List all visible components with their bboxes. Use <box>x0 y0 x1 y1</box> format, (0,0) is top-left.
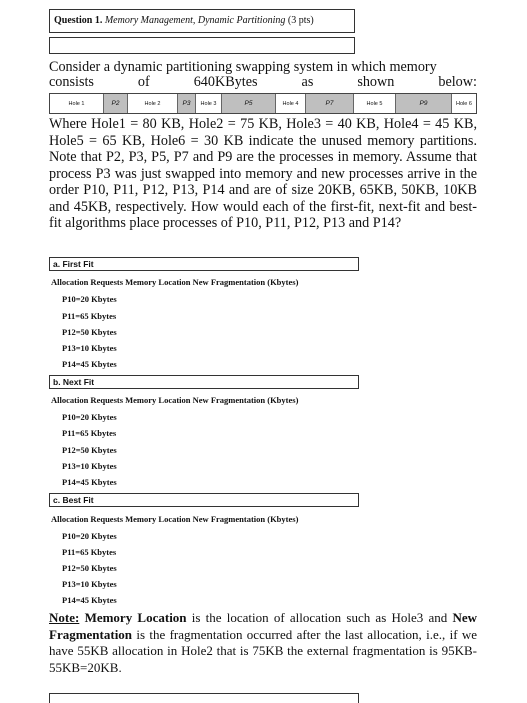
memory-segment-hole-2: Hole 2 <box>128 94 178 113</box>
note-text-1: is the location of allocation such as Hole3 and <box>186 610 453 625</box>
request-p13: P13=10 Kbytes <box>62 461 117 471</box>
request-p14: P14=45 Kbytes <box>62 477 117 487</box>
table-header-first-fit: Allocation Requests Memory Location New Fragmentation (Kbytes) <box>51 277 299 287</box>
memory-segment-p7: P7 <box>306 94 354 113</box>
intro-word: below: <box>438 74 477 90</box>
request-p13: P13=10 Kbytes <box>62 579 117 589</box>
request-p14: P14=45 Kbytes <box>62 595 117 605</box>
table-header-next-fit: Allocation Requests Memory Location New Fragmentation (Kbytes) <box>51 395 299 405</box>
question-label: Question 1. <box>54 15 103 26</box>
request-p12: P12=50 Kbytes <box>62 445 117 455</box>
intro-word: as <box>301 74 314 90</box>
request-p10: P10=20 Kbytes <box>62 412 117 422</box>
problem-description: Where Hole1 = 80 KB, Hole2 = 75 KB, Hole3 = 40 KB, Hole4 = 45 KB, Hole5 = 65 KB, Hole6 = 30 KB indicate the unused memory partitions. Note that P2, P3, P5, P7 and P9 are the processes in memory. Assume that process P3 was just swapped into memory and new processes arrive in the order P10, P11, P12, P13, P14 and are of size 20KB, 65KB, 50KB, 10KB and 45KB, respectively. How would each of the first-fit, next-fit and best-fit algorithms place processes of P10, P11, P12, P13 and P14? <box>49 116 477 231</box>
intro-word: consists <box>49 74 94 90</box>
table-header-best-fit: Allocation Requests Memory Location New Fragmentation (Kbytes) <box>51 514 299 524</box>
section-next-fit[interactable]: b. Next Fit <box>49 375 359 389</box>
memory-segment-p9: P9 <box>396 94 452 113</box>
request-p13: P13=10 Kbytes <box>62 343 117 353</box>
intro-text <box>49 60 477 90</box>
intro-line-2 <box>49 75 477 90</box>
memory-segment-hole-1: Hole 1 <box>50 94 104 113</box>
request-p10: P10=20 Kbytes <box>62 531 117 541</box>
note-term-new-fragmentation: New Fragmentation <box>49 610 478 642</box>
intro-word: of <box>137 74 150 90</box>
request-p10: P10=20 Kbytes <box>62 294 117 304</box>
question-header <box>49 9 355 33</box>
request-p11: P11=65 Kbytes <box>62 547 117 557</box>
memory-segment-hole-4: Hole 4 <box>276 94 306 113</box>
section-best-fit[interactable]: c. Best Fit <box>49 493 359 507</box>
request-p12: P12=50 Kbytes <box>62 327 117 337</box>
memory-segment-hole-3: Hole 3 <box>196 94 222 113</box>
question-points: (3 pts) <box>287 15 314 26</box>
memory-map <box>49 93 477 114</box>
note-label: Note: <box>49 610 80 625</box>
memory-segment-p3: P3 <box>178 94 196 113</box>
memory-segment-p2: P2 <box>104 94 128 113</box>
memory-segment-p5: P5 <box>222 94 276 113</box>
request-p11: P11=65 Kbytes <box>62 311 117 321</box>
request-p11: P11=65 Kbytes <box>62 428 117 438</box>
memory-segment-hole-6: Hole 6 <box>452 94 476 113</box>
request-p14: P14=45 Kbytes <box>62 359 117 369</box>
section-first-fit[interactable]: a. First Fit <box>49 257 359 271</box>
answer-field[interactable] <box>49 37 355 54</box>
question-topic: Memory Management, Dynamic Partitioning <box>104 15 286 26</box>
intro-word: shown <box>357 74 395 90</box>
intro-word: 640KBytes <box>193 74 258 90</box>
request-p12: P12=50 Kbytes <box>62 563 117 573</box>
note-text-2: is the fragmentation occurred after the last allocation, i.e., if we have 55KB allocation in Hole2 that is 75KB the external fragmentation is 95KB-55KB=20KB. <box>49 626 477 675</box>
memory-segment-hole-5: Hole 5 <box>354 94 396 113</box>
note-paragraph <box>49 610 477 676</box>
bottom-answer-box[interactable] <box>49 693 359 703</box>
intro-line-1: Consider a dynamic partitioning swapping system in which memory <box>49 59 437 75</box>
note-term-memory-location: Memory Location <box>84 610 187 625</box>
